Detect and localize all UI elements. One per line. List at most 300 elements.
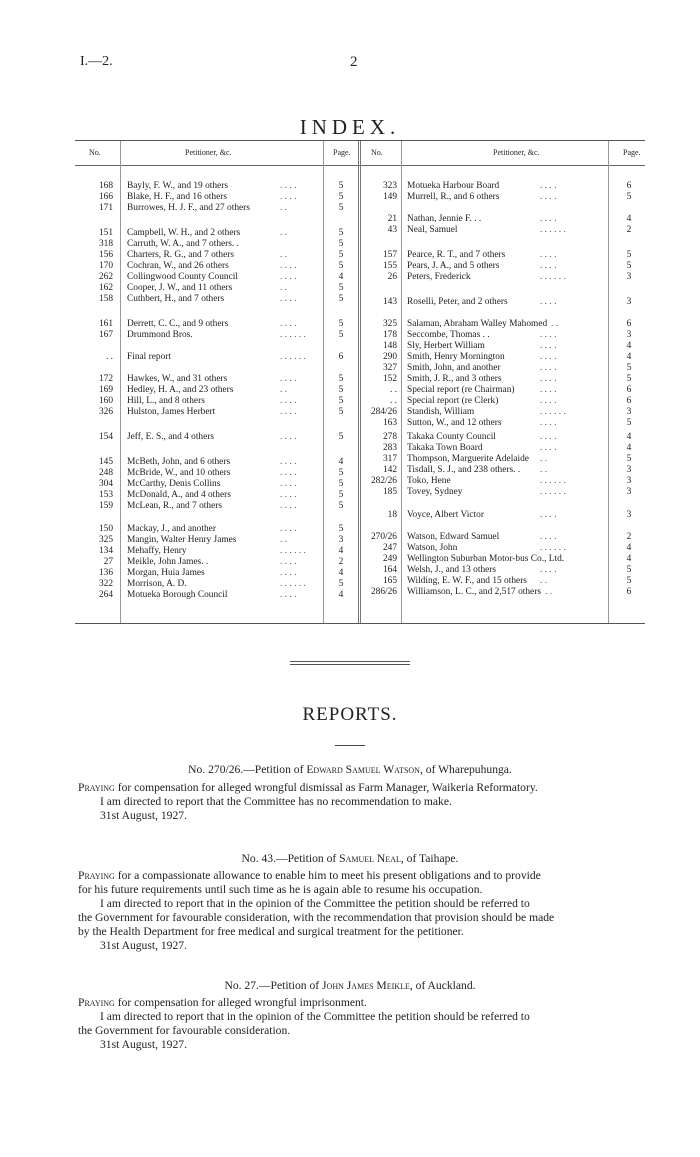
petition-number: 43	[387, 225, 397, 235]
report-text: the Government for favourable consideration.	[78, 1024, 291, 1037]
page-ref: 5	[626, 454, 632, 464]
page-ref: 2	[626, 532, 632, 542]
petitioner-name: Welsh, J., and 13 others	[407, 565, 497, 575]
reports-rule	[335, 745, 365, 746]
page-ref: 5	[338, 239, 344, 249]
leader-dots: . . . . . .	[280, 579, 306, 589]
petition-number: 145	[98, 457, 113, 467]
petition-number: 170	[98, 261, 113, 271]
petitioner-name: Pearce, R. T., and 7 others	[407, 250, 506, 260]
leader-dots: . . . .	[540, 510, 557, 520]
petition-number: 286/26	[370, 587, 397, 597]
petition-number: . .	[105, 352, 113, 362]
petitioner-name: Morrison, A. D.	[127, 579, 187, 589]
leader-dots: . . . .	[280, 181, 297, 191]
report-heading	[0, 979, 700, 993]
petitioner-name: McBride, W., and 10 others	[127, 468, 231, 478]
petitioner-name: Mehaffy, Henry	[127, 546, 187, 556]
petition-number: 270/26	[370, 532, 397, 542]
index-row	[75, 192, 645, 203]
petitioner-name: Roselli, Peter, and 2 others	[407, 297, 508, 307]
leader-dots: . . . .	[280, 261, 297, 271]
leader-dots: . .	[280, 535, 288, 545]
petition-number: 282/26	[370, 476, 397, 486]
petitioner-name: Hill, L., and 8 others	[127, 396, 205, 406]
page-ref: 4	[626, 543, 632, 553]
index-row	[75, 374, 645, 385]
index-row	[75, 487, 645, 498]
petition-number: 149	[382, 192, 397, 202]
petitioner-name: Wellington Suburban Motor-bus Co., Ltd.	[407, 554, 565, 564]
page-ref: 5	[626, 576, 632, 586]
petitioner-name: Voyce, Albert Victor	[407, 510, 484, 520]
page-ref: 2	[338, 557, 344, 567]
index-row	[75, 225, 645, 236]
petition-number: 322	[98, 579, 113, 589]
page-ref: 5	[338, 524, 344, 534]
leader-dots: . . . .	[280, 374, 297, 384]
petitioner-name: Drummond Bros.	[127, 330, 193, 340]
petition-number: 167	[98, 330, 113, 340]
petitioner-name: Collingwood County Council	[127, 272, 238, 282]
report-text: for compensation for alleged wrongful dismissal as Farm Manager, Waikeria Reformatory.	[114, 781, 538, 794]
petitioner-name: McLean, R., and 7 others	[127, 501, 223, 511]
petitioner-name: Morgan, Huia James	[127, 568, 205, 578]
index-row	[75, 363, 645, 374]
petitioner-name: Tisdall, S. J., and 238 others. .	[407, 465, 521, 475]
page-ref: 5	[338, 294, 344, 304]
petition-number: 247	[382, 543, 397, 553]
leader-dots: . .	[551, 319, 559, 329]
index-row	[75, 203, 645, 214]
leader-dots: . . . .	[280, 468, 297, 478]
petition-number: 323	[382, 181, 397, 191]
leader-dots: . .	[280, 203, 288, 213]
leader-dots: . .	[540, 576, 548, 586]
petitioner-name: Salaman, Abraham Walley Mahomed	[407, 319, 548, 329]
petition-number: 134	[98, 546, 113, 556]
petition-number: 162	[98, 283, 113, 293]
petition-number: 262	[98, 272, 113, 282]
petitioner-name: Watson, Edward Samuel	[407, 532, 500, 542]
leader-dots: . . . .	[540, 330, 557, 340]
petitioner-name: Mackay, J., and another	[127, 524, 216, 534]
petition-number: 325	[98, 535, 113, 545]
index-row	[75, 272, 645, 283]
leader-dots: . . . .	[540, 192, 557, 202]
leader-dots: . . . .	[280, 568, 297, 578]
petitioner-name: Carruth, W. A., and 7 others. .	[127, 239, 239, 249]
petitioner-name: Motueka Borough Council	[127, 590, 228, 600]
page-ref: 5	[626, 565, 632, 575]
leader-dots: . . . .	[540, 565, 557, 575]
reports-title: REPORTS.	[302, 704, 398, 725]
page-ref: 5	[338, 203, 344, 213]
page-ref: 5	[626, 374, 632, 384]
page-ref: 5	[626, 418, 632, 428]
index-row	[75, 261, 645, 272]
report-body	[78, 781, 538, 795]
report-text: for a compassionate allowance to enable him to meet his present obligations and to provide	[114, 869, 541, 882]
index-row	[75, 565, 645, 576]
praying-word: Praying	[78, 996, 115, 1009]
petition-place: , of Auckland.	[409, 979, 476, 992]
petition-number: 154	[98, 432, 113, 442]
page-ref: 3	[626, 487, 632, 497]
petition-number: 172	[98, 374, 113, 384]
page-ref: 4	[626, 432, 632, 442]
petitioner-name: Smith, Henry Mornington	[407, 352, 505, 362]
petitioner-name: Peters, Frederick	[407, 272, 471, 282]
page-ref: 5	[338, 490, 344, 500]
leader-dots: . . . .	[540, 181, 557, 191]
petitioner-name: Toko, Hene	[407, 476, 451, 486]
petition-number: 136	[98, 568, 113, 578]
leader-dots: . . . .	[280, 524, 297, 534]
petitioner-name: Sly, Herbert William	[407, 341, 485, 351]
petition-number: 159	[98, 501, 113, 511]
petitioner-name: Mangin, Walter Henry James	[127, 535, 237, 545]
petition-number: 249	[382, 554, 397, 564]
petition-number: 171	[98, 203, 113, 213]
page-ref: 5	[338, 468, 344, 478]
petition-number: 248	[98, 468, 113, 478]
petitioner-name: Blake, H. F., and 16 others	[127, 192, 228, 202]
petition-number: 161	[98, 319, 113, 329]
petition-number: 151	[98, 228, 113, 238]
leader-dots: . . . . . .	[540, 476, 566, 486]
petition-number: 148	[382, 341, 397, 351]
report-date: 31st August, 1927.	[100, 1038, 187, 1051]
leader-dots: . .	[280, 228, 288, 238]
report-text: I am directed to report that in the opinion of the Committee the petition should be referred to	[100, 897, 530, 910]
index-row	[75, 454, 645, 465]
page-ref: 4	[338, 457, 344, 467]
praying-word: Praying	[78, 869, 115, 882]
page-ref: 4	[338, 568, 344, 578]
index-row	[75, 250, 645, 261]
page-ref: 4	[626, 341, 632, 351]
index-row	[75, 554, 645, 565]
leader-dots: . . . .	[280, 319, 297, 329]
page-ref: 4	[338, 272, 344, 282]
page-ref: 4	[626, 214, 632, 224]
page-ref: 6	[626, 319, 632, 329]
petition-number: 155	[382, 261, 397, 271]
petitioner-name: McCarthy, Denis Collins	[127, 479, 221, 489]
petition-number: 326	[98, 407, 113, 417]
header-page-right: Page.	[623, 148, 641, 157]
petition-place: , of Taihape.	[400, 852, 459, 865]
report-text: the Government for favourable consideration, with the recommendation that provision should be made	[78, 911, 555, 924]
petitioner-name: McDonald, A., and 4 others	[127, 490, 231, 500]
petitioner-name: Motueka Harbour Board	[407, 181, 500, 191]
petition-number: 318	[98, 239, 113, 249]
report-date: 31st August, 1927.	[100, 809, 187, 822]
leader-dots: . . . .	[540, 432, 557, 442]
page-ref: 6	[338, 352, 344, 362]
leader-dots: . . . .	[540, 532, 557, 542]
leader-dots: . . . . . .	[540, 272, 566, 282]
leader-dots: . . . . . .	[280, 352, 306, 362]
petition-number: 317	[382, 454, 397, 464]
index-table	[75, 140, 645, 624]
page-reference: I.—2.	[80, 54, 113, 69]
report-text: by the Health Department for free medical and surgical treatment for the petitioner.	[78, 925, 464, 938]
index-row	[75, 283, 645, 294]
petitioner-name: Hedley, H. A., and 23 others	[127, 385, 234, 395]
header-page-left: Page.	[333, 148, 351, 157]
index-row	[75, 407, 645, 418]
leader-dots: . . . .	[280, 192, 297, 202]
petition-number: 304	[98, 479, 113, 489]
petitioner-name: Williamson, L. C., and 2,517 others	[407, 587, 541, 597]
report-body	[78, 996, 367, 1010]
petitioner-name: Campbell, W. H., and 2 others	[127, 228, 241, 238]
petitioner-name: Thompson, Marguerite Adelaide	[407, 454, 529, 464]
page-ref: 5	[338, 396, 344, 406]
petition-number: No. 43.—Petition of	[241, 852, 340, 865]
page-ref: 5	[626, 363, 632, 373]
petitioner-name: Takaka Town Board	[407, 443, 483, 453]
index-row	[75, 510, 645, 521]
petition-number: 278	[382, 432, 397, 442]
index-row	[75, 385, 645, 396]
leader-dots: . .	[540, 454, 548, 464]
index-row	[75, 341, 645, 352]
index-row	[75, 432, 645, 443]
petition-number: 178	[382, 330, 397, 340]
leader-dots: . . . .	[540, 352, 557, 362]
page-ref: 3	[626, 407, 632, 417]
petitioner-name: Standish, William	[407, 407, 475, 417]
page-ref: 3	[626, 465, 632, 475]
petitioner-name: Cooper, J. W., and 11 others	[127, 283, 233, 293]
leader-dots: . . . .	[280, 272, 297, 282]
index-row	[75, 418, 645, 429]
leader-dots: . . . .	[540, 261, 557, 271]
petition-number: 165	[382, 576, 397, 586]
header-no-right: No.	[371, 148, 383, 157]
leader-dots: . .	[280, 385, 288, 395]
report-text: I am directed to report that the Committee has no recommendation to make.	[100, 795, 452, 808]
page-ref: 5	[338, 432, 344, 442]
petition-number: 168	[98, 181, 113, 191]
page-ref: 5	[626, 250, 632, 260]
page-ref: 5	[338, 250, 344, 260]
page-ref: 6	[626, 587, 632, 597]
petition-number: 325	[382, 319, 397, 329]
leader-dots: . .	[545, 587, 553, 597]
petitioner-name: McBeth, John, and 6 others	[127, 457, 231, 467]
petition-number: No. 27.—Petition of	[224, 979, 323, 992]
index-row	[75, 297, 645, 308]
petition-number: 283	[382, 443, 397, 453]
leader-dots: . . . . . .	[280, 330, 306, 340]
leader-dots: . . . .	[540, 341, 557, 351]
petition-number: 156	[98, 250, 113, 260]
petitioner-name: Watson, John	[407, 543, 458, 553]
index-row	[75, 319, 645, 330]
leader-dots: . . . . . .	[540, 225, 566, 235]
leader-dots: . . . . . .	[280, 546, 306, 556]
index-row	[75, 330, 645, 341]
petitioner-name: Neal, Samuel	[407, 225, 458, 235]
petition-number: 290	[382, 352, 397, 362]
report-heading	[0, 852, 700, 866]
petitioner-name: Jeff, E. S., and 4 others	[127, 432, 215, 442]
leader-dots: . . . .	[540, 396, 557, 406]
leader-dots: . . . .	[280, 590, 297, 600]
page-ref: 5	[338, 228, 344, 238]
page-ref: 4	[626, 352, 632, 362]
index-row	[75, 214, 645, 225]
report-body	[78, 869, 541, 883]
leader-dots: . . . .	[280, 294, 297, 304]
praying-word: Praying	[78, 781, 115, 794]
petition-place: , of Wharepuhunga.	[419, 763, 512, 776]
petitioner-name: Samuel Neal	[339, 852, 401, 865]
petitioner-name: Murrell, R., and 6 others	[407, 192, 500, 202]
leader-dots: . . . .	[540, 214, 557, 224]
page-ref: 6	[626, 181, 632, 191]
index-row	[75, 443, 645, 454]
petitioner-name: Final report	[127, 352, 172, 362]
index-row	[75, 543, 645, 554]
petition-number: 166	[98, 192, 113, 202]
page-ref: 5	[626, 192, 632, 202]
petition-number: . .	[389, 396, 397, 406]
petition-number: 164	[382, 565, 397, 575]
petition-number: 152	[382, 374, 397, 384]
page-ref: 3	[338, 535, 344, 545]
petitioner-name: Sutton, W., and 12 others	[407, 418, 502, 428]
report-heading	[0, 763, 700, 777]
petitioner-name: Smith, J. R., and 3 others	[407, 374, 502, 384]
petition-number: 158	[98, 294, 113, 304]
page-ref: 5	[338, 579, 344, 589]
petitioner-name: Pears, J. A., and 5 others	[407, 261, 500, 271]
petition-number: 18	[387, 510, 397, 520]
petitioner-name: Derrett, C. C., and 9 others	[127, 319, 229, 329]
page-ref: 3	[626, 297, 632, 307]
petition-number: 284/26	[370, 407, 397, 417]
leader-dots: . . . .	[280, 479, 297, 489]
page-ref: 2	[626, 225, 632, 235]
index-row	[75, 352, 645, 363]
leader-dots: . . . . . .	[540, 487, 566, 497]
page-ref: 4	[626, 443, 632, 453]
petition-number: . .	[389, 385, 397, 395]
report-text: for his future requirements until such time as he is again able to resume his occupation.	[78, 883, 483, 896]
page-ref: 5	[338, 261, 344, 271]
petitioner-name: Takaka County Council	[407, 432, 496, 442]
header-no-left: No.	[89, 148, 101, 157]
page-ref: 5	[338, 330, 344, 340]
leader-dots: . . . .	[540, 385, 557, 395]
index-row	[75, 532, 645, 543]
petitioner-name: John James Meikle	[322, 979, 410, 992]
page-ref: 3	[626, 272, 632, 282]
petition-number: 153	[98, 490, 113, 500]
page-ref: 3	[626, 510, 632, 520]
page-ref: 4	[338, 590, 344, 600]
leader-dots: . . . .	[280, 407, 297, 417]
petitioner-name: Tovey, Sydney	[407, 487, 463, 497]
leader-dots: . . . .	[540, 363, 557, 373]
leader-dots: . . . .	[540, 443, 557, 453]
header-petitioner-right: Petitioner, &c.	[493, 148, 540, 157]
petitioner-name: Nathan, Jennie F. . .	[407, 214, 482, 224]
leader-dots: . . . .	[280, 501, 297, 511]
petition-number: 142	[382, 465, 397, 475]
petitioner-name: Smith, John, and another	[407, 363, 501, 373]
report-text: for compensation for alleged wrongful imprisonment.	[114, 996, 367, 1009]
report-text: I am directed to report that in the opinion of the Committee the petition should be referred to	[100, 1010, 530, 1023]
petitioner-name: Seccombe, Thomas . .	[407, 330, 490, 340]
index-row	[75, 181, 645, 192]
leader-dots: . . . .	[540, 250, 557, 260]
petition-number: 160	[98, 396, 113, 406]
leader-dots: . . . . . .	[540, 543, 566, 553]
page-ref: 5	[338, 319, 344, 329]
leader-dots: . . . .	[280, 557, 297, 567]
index-title: INDEX.	[299, 115, 401, 139]
petition-number: 150	[98, 524, 113, 534]
page-ref: 5	[338, 192, 344, 202]
report-date: 31st August, 1927.	[100, 939, 187, 952]
page-ref: 5	[338, 479, 344, 489]
leader-dots: . . . .	[280, 432, 297, 442]
petitioner-name: Wilding, E. W. F., and 15 others	[407, 576, 527, 586]
leader-dots: . . . .	[540, 418, 557, 428]
petitioner-name: Edward Samuel Watson	[306, 763, 420, 776]
page-ref: 5	[338, 374, 344, 384]
page-ref: 5	[338, 181, 344, 191]
leader-dots: . . . .	[280, 396, 297, 406]
petition-number: 185	[382, 487, 397, 497]
page-ref: 5	[338, 407, 344, 417]
petitioner-name: Special report (re Chairman)	[407, 385, 515, 395]
petition-number: 27	[103, 557, 113, 567]
petition-number: 157	[382, 250, 397, 260]
petitioner-name: Charters, R. G., and 7 others	[127, 250, 235, 260]
page-ref: 4	[338, 546, 344, 556]
petition-number: No. 270/26.—Petition of	[188, 763, 307, 776]
page-ref: 6	[626, 396, 632, 406]
leader-dots: . . . .	[540, 374, 557, 384]
page-ref: 5	[338, 283, 344, 293]
petitioner-name: Cochran, W., and 26 others	[127, 261, 229, 271]
leader-dots: . .	[280, 250, 288, 260]
petition-number: 264	[98, 590, 113, 600]
index-row	[75, 239, 645, 250]
petitioner-name: Special report (re Clerk)	[407, 396, 499, 406]
leader-dots: . . . .	[280, 457, 297, 467]
leader-dots: . . . .	[540, 297, 557, 307]
petition-number: 21	[387, 214, 397, 224]
index-row	[75, 576, 645, 587]
page-ref: 4	[626, 554, 632, 564]
petition-number: 169	[98, 385, 113, 395]
leader-dots: . .	[280, 283, 288, 293]
petitioner-name: Hawkes, W., and 31 others	[127, 374, 228, 384]
petitioner-name: Bayly, F. W., and 19 others	[127, 181, 228, 191]
leader-dots: . . . . . .	[540, 407, 566, 417]
leader-dots: . . . .	[280, 490, 297, 500]
page-ref: 5	[626, 261, 632, 271]
page-ref: 6	[626, 385, 632, 395]
